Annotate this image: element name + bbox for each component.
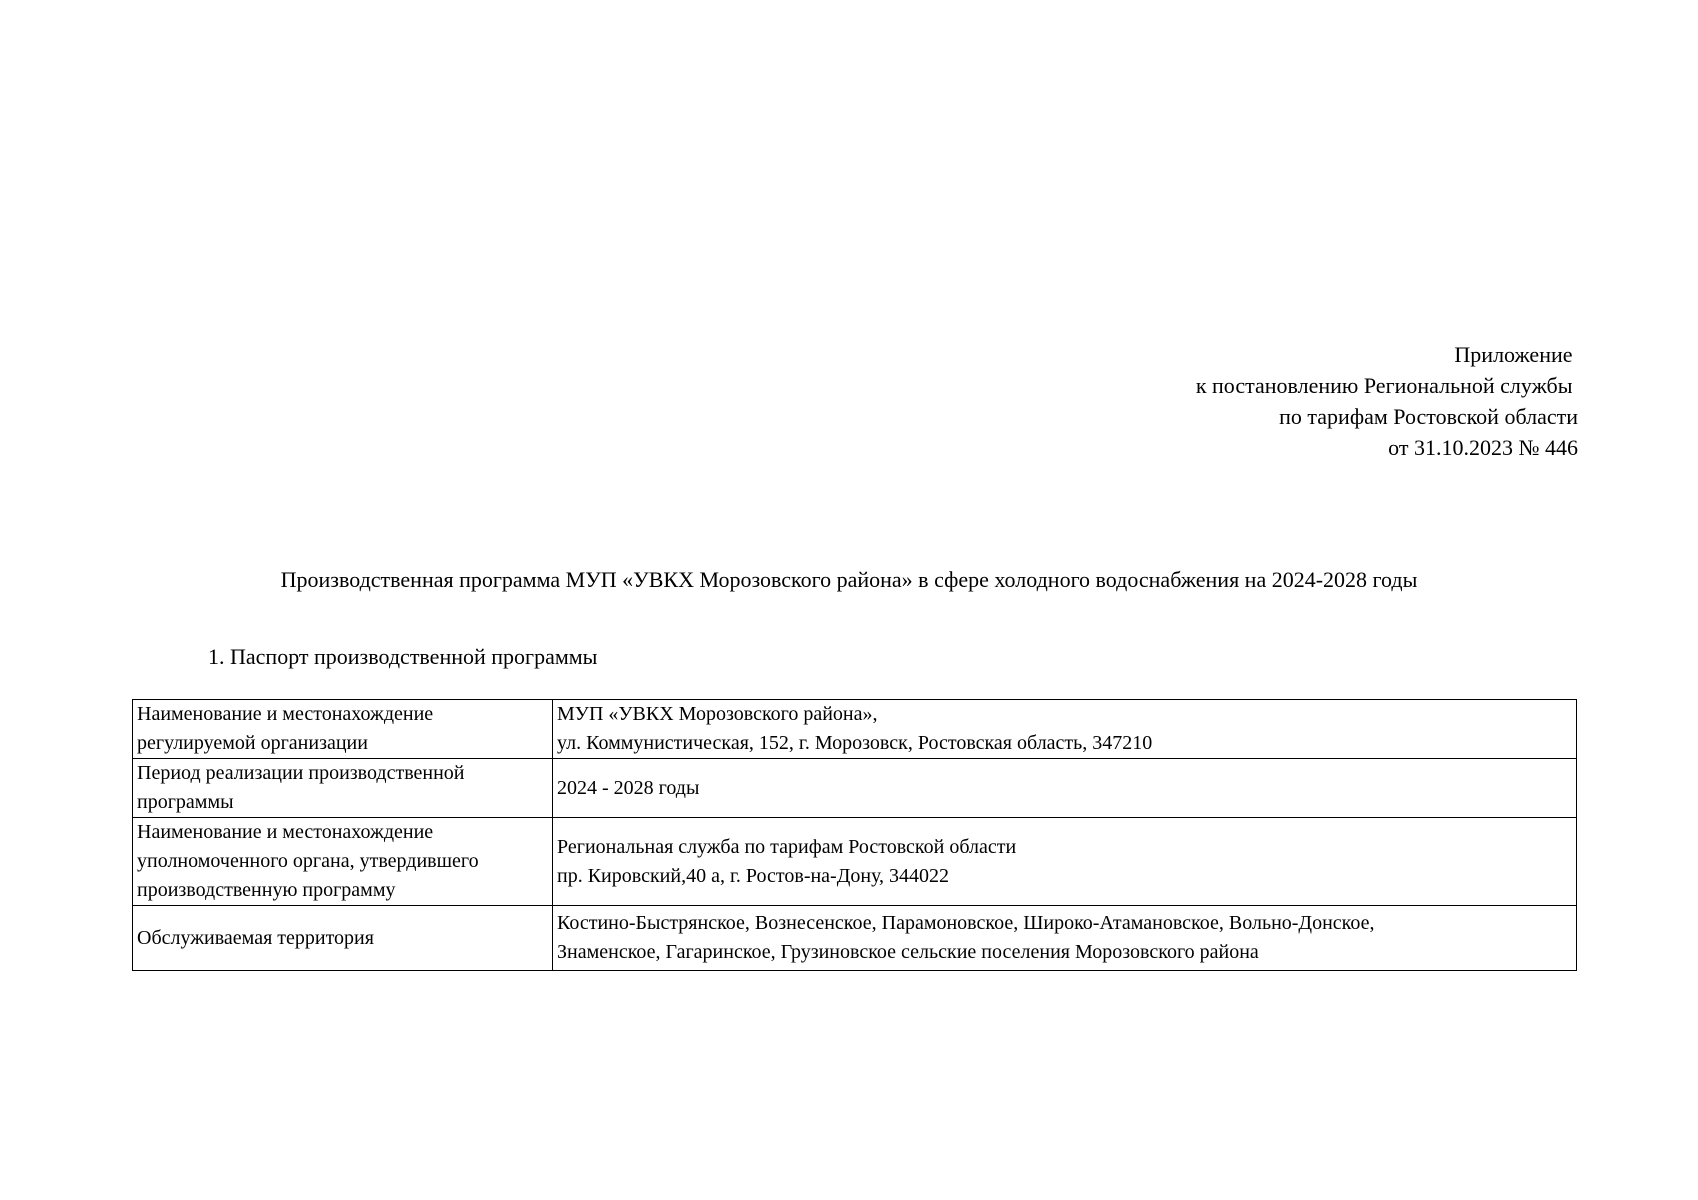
row-value-cell [553,818,1577,906]
row-label-cell [133,759,553,818]
table-row [133,700,1577,759]
cell-text: производственную программу [137,879,396,901]
table-row [133,759,1577,818]
row-value-cell [553,759,1577,818]
cell-text: Знаменское, Гагаринское, Грузиновское сельские поселения Морозовского района [557,941,1259,963]
passport-table [132,699,1577,971]
section-heading: 1. Паспорт производственной программы [208,644,598,669]
cell-text: Наименование и местонахождение [137,821,434,843]
appendix-line: по тарифам Ростовской области [1279,404,1578,429]
cell-text: Обслуживаемая территория [137,926,374,949]
cell-text: ул. Коммунистическая, 152, г. Морозовск, Ростовская область, 347210 [557,732,1153,754]
appendix-line: к постановлению Региональной службы [1195,373,1578,398]
cell-text: пр. Кировский,40 а, г. Ростов-на-Дону, 344022 [557,864,950,887]
cell-text: Региональная служба по тарифам Ростовской области [557,835,1017,858]
appendix-line: Приложение [1454,342,1578,367]
appendix-line: от 31.10.2023 № 446 [1388,435,1578,460]
cell-text: 2024 - 2028 годы [557,776,700,799]
table-row [133,906,1577,971]
cell-text: Костино-Быстрянское, Вознесенское, Парамоновское, Широко-Атамановское, Вольно-Донское, [557,912,1375,934]
row-value-cell [553,906,1577,971]
row-label-cell [133,906,553,971]
row-value-cell [553,700,1577,759]
table-row [133,818,1577,906]
row-label-cell [133,818,553,906]
cell-text: Период реализации производственной [137,762,465,784]
document-title: Производственная программа МУП «УВКХ Морозовского района» в сфере холодного водоснабжения на 2024-2028 годы [280,567,1418,592]
cell-text: программы [137,791,234,813]
cell-text: МУП «УВКХ Морозовского района», [557,703,878,725]
cell-text: Наименование и местонахождение [137,703,434,725]
cell-text: уполномоченного органа, утвердившего [137,850,479,872]
appendix-block [1196,339,1578,463]
cell-text: регулируемой организации [137,732,368,754]
row-label-cell [133,700,553,759]
